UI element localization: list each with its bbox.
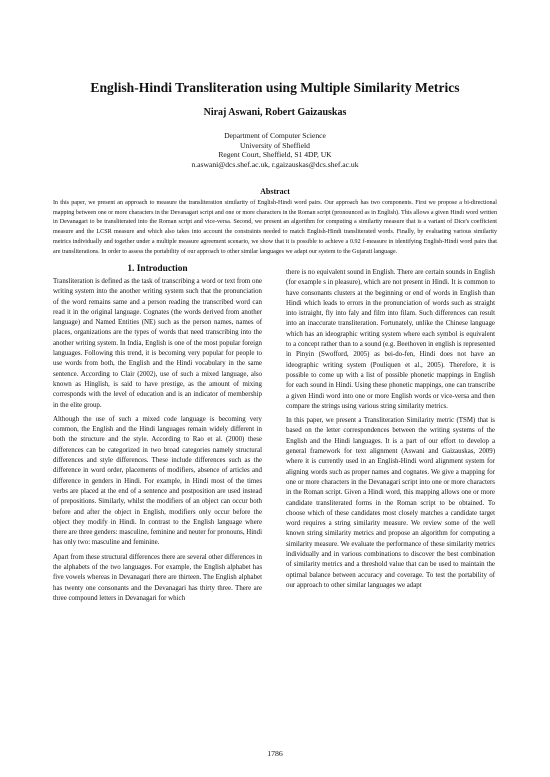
abstract-heading: Abstract: [260, 187, 290, 196]
left-paragraph-1: Transliteration is defined as the task of transcribing a word or text from one writing system into the another writing system such that the pronunciation of the word remains same and a person reading the transcribed word can read it in the original language. Cognates (the words derived from another language) and Named Entities (NE) such as the person names, names of places, organizations are the types of words that need transcribing into the another writing system. In India, English is one of the most popular foreign languages. Following this trend, it is becoming very popular for people to use words from both, the English and the Hindi vocabulary in the same sentence. According to Clair (2002), use of such a mixed language, also known as Hinglish, is said to have prestige, as the amount of mixing corresponds with the level of education and is an indicator of membership in the elite group.: [53, 278, 262, 409]
affiliation-department: Department of Computer Science: [224, 131, 326, 140]
left-column: [53, 263, 262, 604]
left-paragraph-2: Although the use of such a mixed code language is becoming very common, the English and the Hindi languages remain widely different in both the structure and the style. According to Rao et al. (2000) these differences can be categorized in two broad categories namely structural differences and style differences. These include differences such as the difference in word order, placements of modifiers, absence of articles and difference in genders in Hindi. For example, in Hindi most of the times verbs are placed at the end of a sentence and postposition are used instead of prepositions. Similarly, whilst the modifiers of an object can occur both before and after the object in English, modifiers only occur before the object they modify in Hindi. In contrast to the English language where there are three genders: masculine, feminine and neuter for pronouns, Hindi has only two: masculine and feminine.: [53, 415, 262, 547]
affiliation-university: University of Sheffield: [240, 140, 310, 150]
section-heading-introduction: 1. Introduction: [127, 264, 188, 274]
page-number: 1786: [267, 749, 283, 758]
abstract-text: In this paper, we present an approach to measure the transliteration similarity of English-Hindi word pairs. Our approach has two components. First we propose a bi-directional mapping between one or more characters in the Devanagari script and one or more characters in the Roman script (pronounced as in English). This allows a given Hindi word written in Devanagari to be transliterated into the Roman script and vice-versa. Second, we present an algorithm for computing a similarity measure that is a variant of Dice's coefficient measure and the LCSR measure and which also takes into account the constraints needed to match English-Hindi transliterated words. Finally, by evaluating various similarity metrics individually and together under a multiple measure agreement scenario, we show that it is possible to achieve a 0.92 f-measure in identifying English-Hindi word pairs that are transliterations. In order to assess the portability of our approach to other similar languages we adapt our system to the Gujarati language.: [53, 200, 497, 255]
affiliation-emails: n.aswani@dcs.shef.ac.uk, r.gaizauskas@dcs.shef.ac.uk: [191, 159, 359, 169]
paper-authors: Niraj Aswani, Robert Gaizauskas: [203, 107, 347, 118]
right-column: [286, 268, 495, 591]
right-paragraph-1: there is no equivalent sound in English. There are certain sounds in English (for example s in pleasure), which are not present in Hindi. It is common to have consonants clusters at the beginning or end of words in English than Hindi which leads to errors in the pronunciation of words such as straight into istraight, fly into faly and film into filam. Such differences can result into an inaccurate transliteration. Fortunately, unlike the Chinese language which has an ideographic writing system where each symbol is equivalent to a concept rather than to a sound (e.g. Beethoven in english is represented in Pinyin (Swofford, 2005) as bei-do-fen, Hindi does not have an ideographic writing system (Pouliquen et al., 2005). Therefore, it is possible to come up with a list of possible phonetic mappings in English for each sound in Hindi. Using these phonetic mappings, one can transcribe a given Hindi word into one or more English words or vice-versa and then compare the strings using various string similarity metrics.: [286, 269, 495, 410]
affiliation-address: Regent Court, Sheffield, S1 4DP, UK: [218, 150, 332, 160]
affiliation-block: [0, 131, 550, 169]
right-paragraph-2: In this paper, we present a Transliteration Similarity metric (TSM) that is based on the letter correspondences between the writing systems of the English and the Hindi languages. It is a part of our effort to develop a general framework for text alignment (Aswani and Gaizauskas, 2009) where it is currently used in an English-Hindi word alignment system for aligning words such as proper names and cognates. We give a mapping for one or more characters in the Devanagari script into one or more characters in the Roman script. Given a Hindi word, this mapping allows one or more candidate transliterated forms in the Roman script to be obtained. To choose which of these candidates most closely matches a candidate target word requires a string similarity measure. We review some of the well known string similarity metrics and propose an algorithm for computing a similarity measure. We evaluate the performance of these similarity metrics individually and in various combinations to discover the best combination of similarity metrics and a threshold value that can be used to maintain the optimal balance between accuracy and coverage. To test the portability of our approach to other similar languages we adapt: [286, 417, 495, 589]
paper-title: English-Hindi Transliteration using Multiple Similarity Metrics: [90, 80, 460, 95]
left-paragraph-3: Apart from these structural differences there are several other differences in the alphabets of the two languages. For example, the English alphabet has five vowels whereas in Devanagari there are thirteen. The English alphabet has twenty one consonants and the Devanagari has thirty three. There are three compound letters in Devanagari for which: [53, 553, 262, 602]
